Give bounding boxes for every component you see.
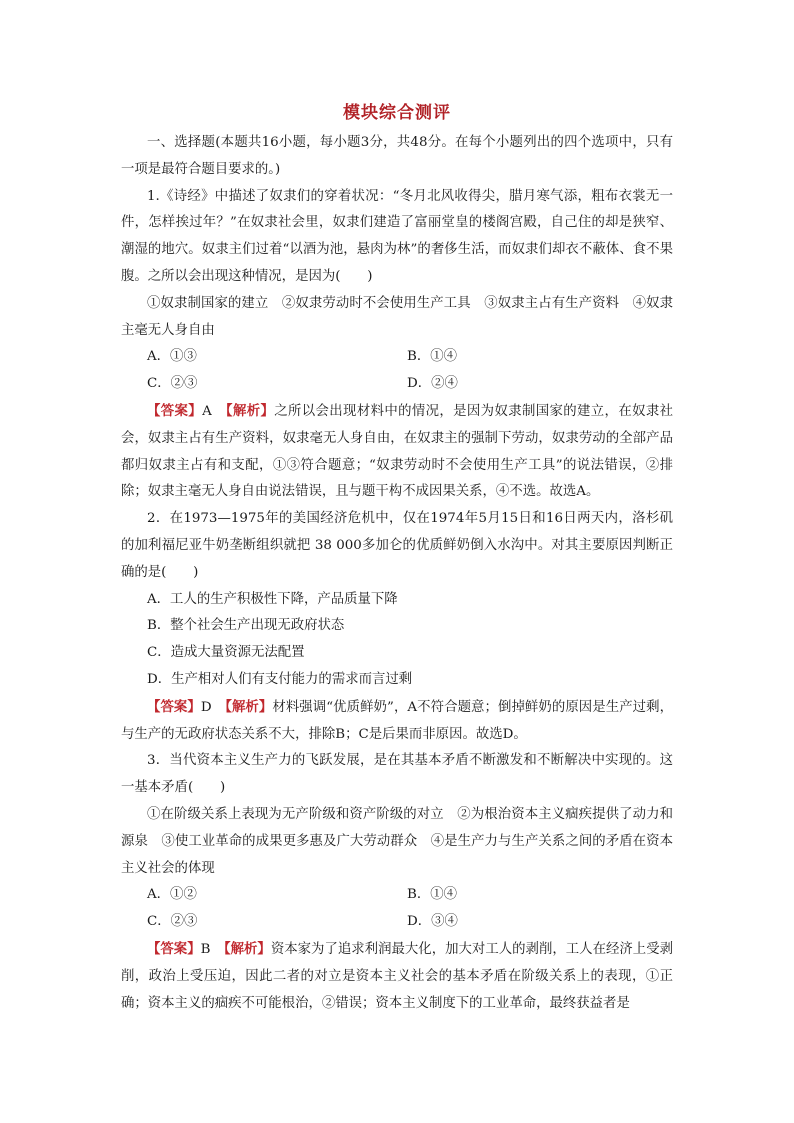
answer-tag: 【答案】	[147, 698, 201, 715]
question-3-statements: ①在阶级关系上表现为无产阶级和资产阶级的对立 ②为根治资本主义痼疾提供了动力和源泉 ③使工业革命的成果更多惠及广大劳动群众 ④是生产力与生产关系之间的矛盾在资本主义社会的体现	[121, 806, 673, 876]
question-1-option-d: D．②④	[407, 376, 458, 392]
answer-tag: 【答案】	[147, 402, 203, 419]
question-1-options-row-2	[121, 371, 673, 398]
question-3-option-c: C．②③	[147, 914, 198, 930]
answer-value: B	[200, 941, 211, 957]
question-1-option-a: A．①③	[147, 349, 197, 365]
question-2-option-d: D．生产相对人们有支付能力的需求而言过剩	[147, 671, 413, 687]
analysis-tag: 【解析】	[225, 698, 273, 715]
answer-tag: 【答案】	[147, 940, 201, 957]
answer-value: A	[202, 403, 212, 419]
question-3-option-b: B．①④	[407, 887, 458, 903]
question-3-options-row-2	[121, 909, 673, 936]
analysis-text: 资本家为了追求利润最大化，加大对工人的剥削，工人在经济上受剥削，政治上受压迫，因此二者的对立是资本主义社会的基本矛盾在阶级关系上的表现，①正确；资本主义的痼疾不可能根治，②错误；资本主义制度下的工业革命，最终获益者是	[121, 941, 673, 1011]
page-title: 模块综合测评	[343, 103, 451, 123]
analysis-tag: 【解析】	[225, 402, 275, 419]
question-1-answer	[121, 398, 673, 506]
question-1-stem: 1.《诗经》中描述了奴隶们的穿着状况：“冬月北风收得尖，腊月寒气添，粗布衣裳无一件，怎样挨过年？”在奴隶社会里，奴隶们建造了富丽堂皇的楼阁宫殿，自己住的却是狭窄、潮湿的地穴。奴隶主们过着“以酒为池，悬肉为林”的奢侈生活，而奴隶们却衣不蔽体、食不果腹。之所以会出现这种情况，是因为( )	[121, 188, 673, 284]
analysis-tag: 【解析】	[223, 940, 271, 957]
question-2-option-a: A．工人的生产积极性下降，产品质量下降	[147, 591, 398, 607]
question-3-option-d: D．③④	[407, 914, 458, 930]
question-2-option-c: C．造成大量资源无法配置	[147, 645, 305, 661]
question-2-stem: 2．在1973—1975年的美国经济危机中，仅在1974年5月15日和16日两天内，洛杉矶的加利福尼亚牛奶垄断组织就把 38 000多加仑的优质鲜奶倒入水沟中。对其主要原因判断正确的是( )	[121, 511, 673, 580]
question-1-option-b: B．①④	[407, 349, 458, 365]
question-2-option-b: B．整个社会生产出现无政府状态	[147, 618, 345, 634]
question-3-option-a: A．①②	[147, 887, 197, 903]
question-1-statements: ①奴隶制国家的建立 ②奴隶劳动时不会使用生产工具 ③奴隶主占有生产资料 ④奴隶主毫无人身自由	[121, 295, 673, 338]
section-intro: 一、选择题(本题共16小题，每小题3分，共48分。在每个小题列出的四个选项中，只有一项是最符合题目要求的。)	[121, 135, 673, 177]
question-1-option-c: C．②③	[147, 376, 198, 392]
question-2-answer	[121, 694, 673, 749]
answer-value: D	[200, 699, 212, 715]
analysis-text: 材料强调“优质鲜奶”，A不符合题意；倒掉鲜奶的原因是生产过剩，与生产的无政府状态关系不大，排除B；C是后果而非原因。故选D。	[121, 699, 673, 742]
question-1-options-row-1	[121, 344, 673, 371]
question-3-stem: 3．当代资本主义生产力的飞跃发展，是在其基本矛盾不断激发和不断解决中实现的。这一基本矛盾( )	[121, 753, 673, 796]
analysis-text: 之所以会出现材料中的情况，是因为奴隶制国家的建立，在奴隶社会，奴隶主占有生产资料，奴隶毫无人身自由，在奴隶主的强制下劳动，奴隶劳动的全部产品都归奴隶主占有和支配，①③符合题意；“奴隶劳动时不会使用生产工具”的说法错误，②排除；奴隶主毫无人身自由说法错误，且与题干构不成因果关系，④不选。故选A。	[121, 403, 674, 500]
question-3-answer	[121, 936, 673, 1017]
question-3-options-row-1	[121, 882, 673, 909]
document-body	[121, 130, 673, 1017]
